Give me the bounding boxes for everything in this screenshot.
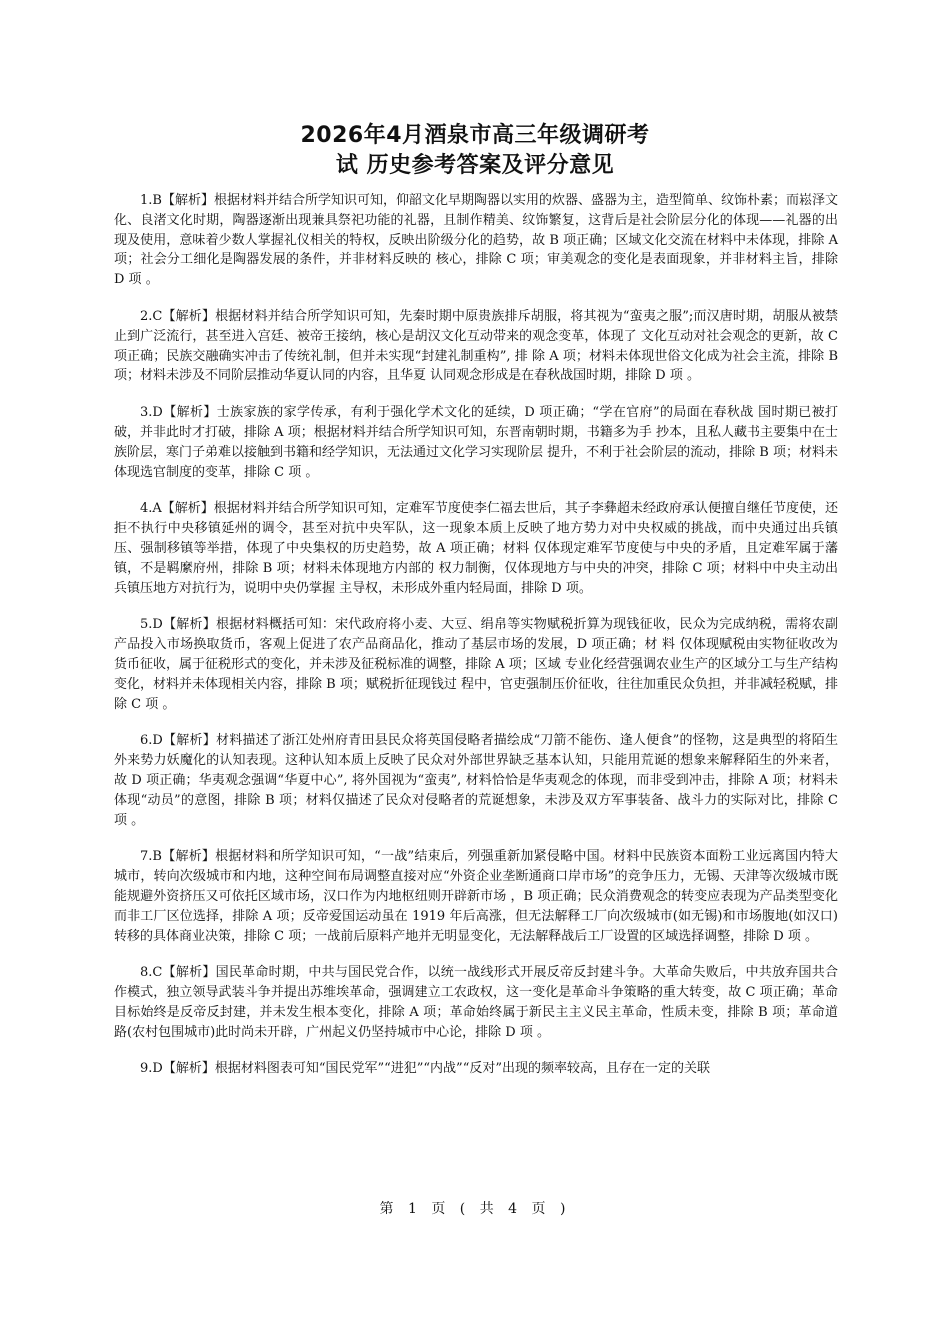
page-footer: 第 1 页 ( 共 4 页 ) — [379, 1201, 571, 1217]
answer-item-8: 8.C【解析】国民革命时期，中共与国民党合作，以统一战线形式开展反帝反封建斗争。大革命失败后，中共放弃国共合作模式，独立领导武装斗争并提出苏维埃革命，强调建立工农政权，这一变化是革命斗争策略的重大转变，故 C 项正确；革命目标始终是反帝反封建，并未发生根本变化，排除 A 项；革命始终属于新民主主义民主革命，性质未变，排除 B 项；革命道路(农村包围城市)此时尚未开辟，广州起义仍坚持城市中心论，排除 D 项 。 — [114, 965, 838, 1040]
answer-item-3: 3.D【解析】士族家族的家学传承，有利于强化学术文化的延续，D 项正确；“学在官府”的局面在春秋战 国时期已被打破，并非此时才打破，排除 A 项；根据材料并结合所学知识可知，东晋南朝时期，书籍多为手 抄本，且私人藏书主要集中在士族阶层，寒门子弟难以接触到书籍和经学知识，无法通过文化学习实现阶层 提升，不利于社会阶层的流动，排除 B 项；材料未体现选官制度的变革，排除 C 项 。 — [114, 405, 838, 480]
answer-list — [114, 191, 838, 1096]
answer-item-6: 6.D【解析】材料描述了浙江处州府青田县民众将英国侵略者描绘成“刀箭不能伤、逢人便食”的怪物，这是典型的将陌生外来势力妖魔化的认知表现。这种认知本质上反映了民众对外部世界缺乏基本认知，只能用荒诞的想象来解释陌生的外来者，故 D 项正确；华夷观念强调“华夏中心”, 将外国视为“蛮夷”, 材料恰恰是华夷观念的体现，而非受到冲击，排除 A 项；材料未体现“动员”的意图，排除 B 项；材料仅描述了民众对侵略者的荒诞想象，未涉及双方军事装备、战斗力的实际对比，排除 C 项 。 — [114, 733, 838, 828]
answer-item-7: 7.B【解析】根据材料和所学知识可知，“一战”结束后，列强重新加紧侵略中国。材料中民族资本面粉工业远离国内特大城市，转向次级城市和内地，这种空间布局调整直接对应“外资企业垄断通商口岸市场”的竞争压力，无锡、天津等次级城市既能规避外资挤压又可依托区域市场，汉口作为内地枢纽则开辟新市场 ，B 项正确；民众消费观念的转变应表现为产品类型变化而非工厂区位选择，排除 A 项；反帝爱国运动虽在 1919 年后高涨，但无法解释工厂向次级城市(如无锡)和市场腹地(如汉口)转移的具体商业决策，排除 C 项；一战前后原料产地并无明显变化，无法解释战后工厂设置的区域选择调整，排除 D 项 。 — [114, 849, 838, 944]
answer-item-5: 5.D【解析】根据材料概括可知：宋代政府将小麦、大豆、绢帛等实物赋税折算为现钱征收，民众为完成纳税，需将农副产品投入市场换取货币，客观上促进了农产品商品化，推动了基层市场的发展，D 项正确；材 料 仅体现赋税由实物征收改为货币征收，属于征税形式的变化，并未涉及征税标准的调整，排除 A 项；区域 专业化经营强调农业生产的区域分工与生产结构变化，材料并未体现相关内容，排除 B 项；赋税折征现钱过 程中，官吏强制压价征收，往往加重民众负担，并非减轻税赋，排除 C 项 。 — [114, 617, 838, 712]
document-title-line-1: 2026年4月酒泉市高三年级调研考 — [300, 123, 650, 148]
answer-item-4: 4.A【解析】根据材料并结合所学知识可知，定难军节度使李仁福去世后，其子李彝超未经政府承认便擅自继任节度使，还拒不执行中央移镇延州的调令，甚至对抗中央军队，这一现象本质上反映了地方势力对中央权威的挑战，而中央通过出兵镇压、强制移镇等举措，体现了中央集权的历史趋势，故 A 项正确；材料 仅体现定难军节度使与中央的矛盾，且定难军属于藩镇，不是羁縻府州，排除 B 项；材料未体现地方内部的 权力制衡，仅体现地方与中央的冲突，排除 C 项；材料中中央主动出兵镇压地方对抗行为，说明中央仍掌握 主导权，未形成外重内轻局面，排除 D 项。 — [114, 501, 838, 596]
answer-item-2: 2.C【解析】根据材料并结合所学知识可知，先秦时期中原贵族排斥胡服，将其视为“蛮夷之服”;而汉唐时期，胡服从被禁止到广泛流行，甚至进入宫廷、被帝王接纳，核心是胡汉文化互动带来的观念变革，体现了 文化互动对社会观念的更新，故 C 项正确；民族交融确实冲击了传统礼制，但并未实现“封建礼制重构”, 排 除 A 项；材料未体现世俗文化成为社会主流，排除 B 项；材料未涉及不同阶层推动华夏认同的内容，且华夏 认同观念形成是在春秋战国时期，排除 D 项 。 — [114, 308, 838, 384]
answer-item-1: 1.B【解析】根据材料并结合所学知识可知，仰韶文化早期陶器以实用的炊器、盛器为主，造型简单、纹饰朴素；而崧泽文化、良渚文化时期，陶器逐渐出现兼具祭祀功能的礼器，且制作精美、纹饰繁复，这背后是社会阶层分化的体现——礼器的出现及使用，意味着少数人掌握礼仪相关的特权，反映出阶级分化的趋势，故 B 项正确；区域文化交流在材料中未体现，排除 A 项；社会分工细化是陶器发展的条件，并非材料反映的 核心，排除 C 项；审美观念的变化是表面现象，并非材料主旨，排除 D 项 。 — [114, 193, 838, 288]
document-title-line-2: 试 历史参考答案及评分意见 — [335, 153, 615, 178]
answer-item-9: 9.D【解析】根据材料图表可知“国民党军”“进犯”“内战”“反对”出现的频率较高，且存在一定的关联 — [140, 1061, 710, 1077]
